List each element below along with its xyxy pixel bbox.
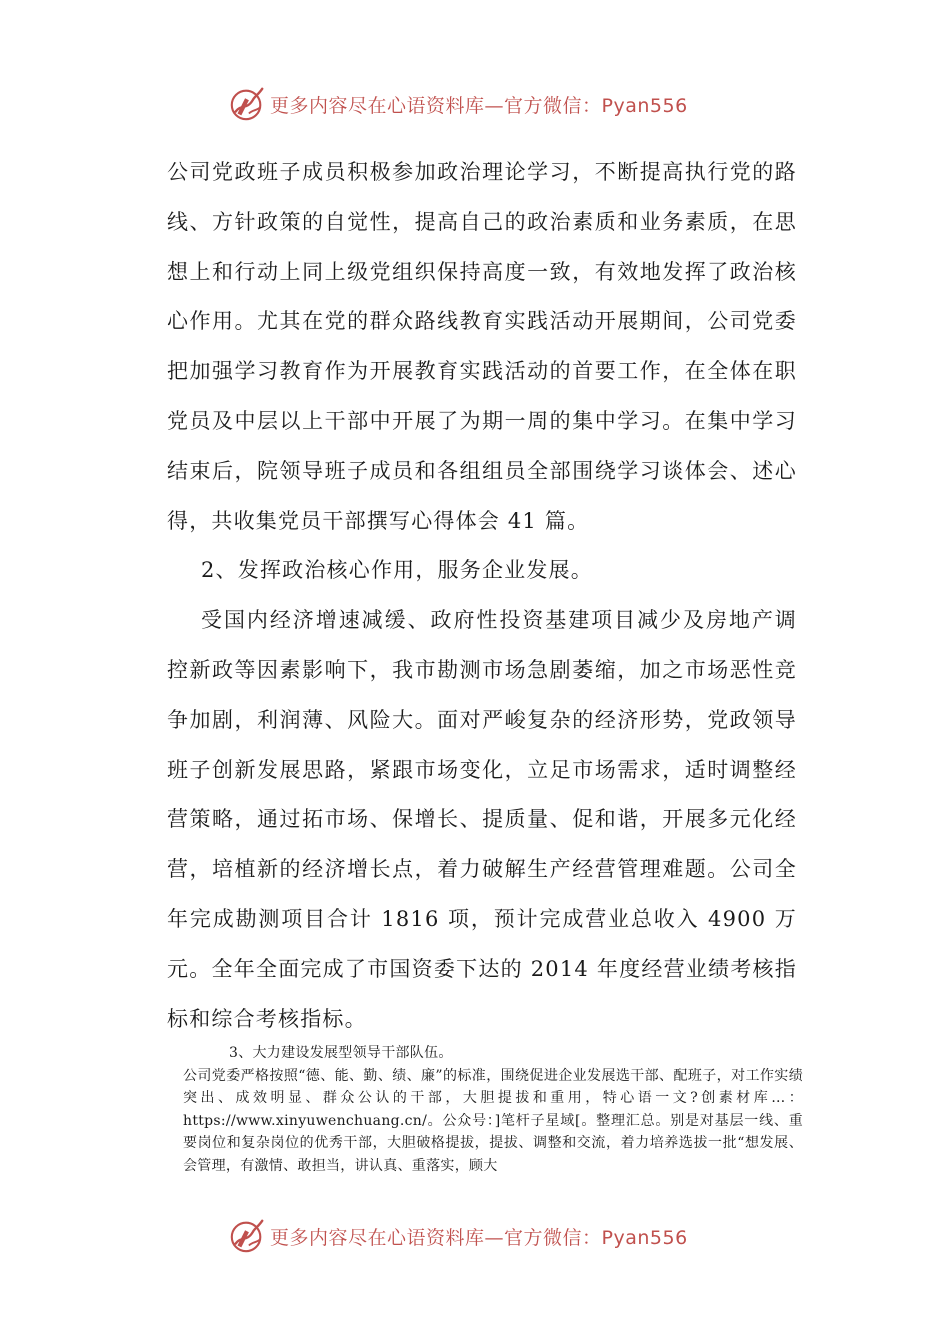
main-body-text <box>167 148 797 1044</box>
wechat-handle: Pyan556 <box>601 94 688 117</box>
banner-text: 更多内容尽在心语资料库—官方微信：Pyan556 <box>270 94 688 117</box>
banner-text: 更多内容尽在心语资料库—官方微信：Pyan556 <box>270 1226 688 1249</box>
paragraph-development: 受国内经济增速减缓、政府性投资基建项目减少及房地产调控新政等因素影响下，我市勘测市场急剧萎缩，加之市场恶性竞争加剧，利润薄、风险大。面对严峻复杂的经济形势，党政领导班子创新发展思路，紧跟市场变化，立足市场需求，适时调整经营策略，通过拓市场、保增长、提质量、促和谐，开展多元化经营，培植新的经济增长点，着力破解生产经营管理难题。公司全年完成勘测项目合计 1816 项，预计完成营业总收入 4900 万元。全年全面完成了市国资委下达的 2014 年度经营业绩考核指标和综合考核指标。 <box>167 608 797 1031</box>
paragraph-study: 公司党政班子成员积极参加政治理论学习，不断提高执行党的路线、方针政策的自觉性，提高自己的政治素质和业务素质，在思想上和行动上同上级党组织保持高度一致，有效地发挥了政治核心作用。尤其在党的群众路线教育实践活动开展期间，公司党委把加强学习教育作为开展教育实践活动的首要工作，在全体在职党员及中层以上干部中开展了为期一周的集中学习。在集中学习结束后，院领导班子成员和各组组员全部围绕学习谈体会、述心得，共收集党员干部撰写心得体会 41 篇。 <box>167 160 797 533</box>
pen-signature-logo-icon <box>228 1217 266 1255</box>
section-heading-2: 2、发挥政治核心作用，服务企业发展。 <box>201 558 593 583</box>
pen-signature-logo-icon <box>228 85 266 123</box>
footer-banner <box>228 1216 748 1256</box>
small-print-section <box>183 1042 803 1178</box>
header-banner <box>228 84 748 124</box>
paragraph-cadre: 公司党委严格按照“德、能、勤、绩、廉”的标准，围绕促进企业发展选干部、配班子，对工作实绩突出、成效明显、群众公认的干部，大胆提拔和重用，特心语一文?创素材库…：https://www.xinyuwenchuang.cn/。公众号：]笔杆子星域[。整理汇总。别是对基层一线、重要岗位和复杂岗位的优秀干部，大胆破格提拔，提拔、调整和交流，着力培养选拔一批“想发展、会管理，有激情、敢担当，讲认真、重落实，顾大 <box>183 1067 803 1174</box>
wechat-handle: Pyan556 <box>601 1226 688 1249</box>
section-heading-3: 3、大力建设发展型领导干部队伍。 <box>229 1045 453 1061</box>
